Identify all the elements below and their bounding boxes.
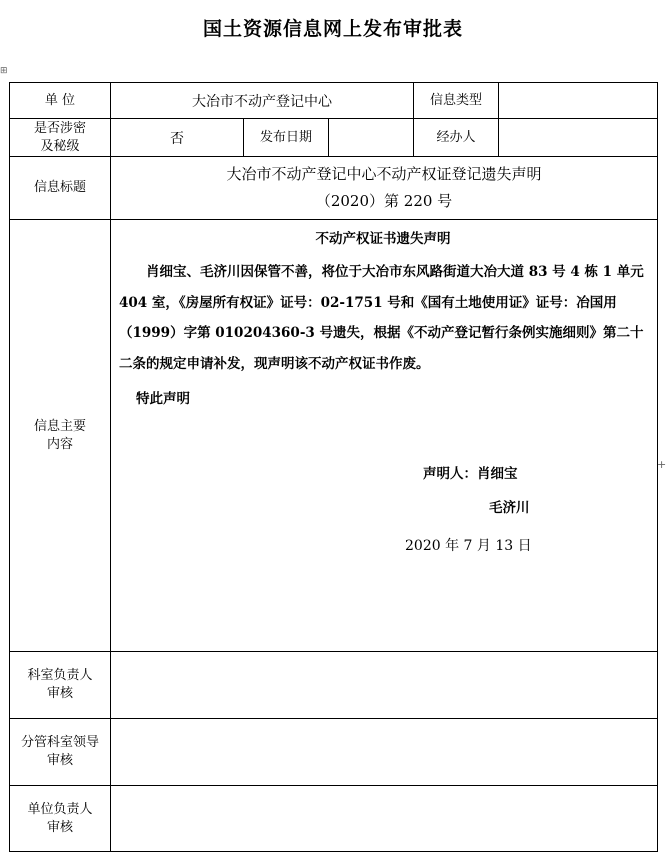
info-title-line2: （2020）第 220 号 bbox=[315, 192, 453, 210]
secret-label bbox=[10, 119, 111, 157]
info-type-value[interactable] bbox=[499, 83, 658, 119]
secret-label-line2: 及秘级 bbox=[40, 138, 80, 154]
publish-date-value[interactable] bbox=[329, 119, 414, 157]
approval-form-table bbox=[9, 82, 658, 852]
page-title: 国土资源信息网上发布审批表 bbox=[202, 18, 463, 40]
content-declarant: 声明人：肖细宝 bbox=[423, 466, 518, 482]
unit-head-label-line1: 单位负责人 bbox=[27, 801, 93, 817]
content-body: 肖细宝、毛济川因保管不善，将位于大冶市东风路街道大冶大道 83 号 4 栋 1 单元 404 室，《房屋所有权证》证号：02-1751 号和《国有土地使用证》证号：冶国用（1999）字第 010204360-3 号遗失，根据《不动产登记暂行条例实施细则》第二十二条的规定申请补发，现声明该不动产权证书作废。 bbox=[119, 264, 644, 372]
unit-head-value[interactable] bbox=[111, 786, 658, 852]
row-section-review bbox=[10, 652, 658, 719]
row-content bbox=[10, 220, 658, 652]
info-title-line1: 大冶市不动产登记中心不动产权证登记遗失声明 bbox=[226, 165, 542, 183]
content-special: 特此声明 bbox=[136, 391, 190, 407]
row-unit-head bbox=[10, 786, 658, 852]
content-label-line1: 信息主要 bbox=[33, 418, 86, 434]
unit-head-label bbox=[10, 786, 111, 852]
content-label bbox=[10, 220, 111, 652]
unit-value[interactable]: 大冶市不动产登记中心 bbox=[111, 83, 414, 119]
table-resize-handle-icon[interactable]: + bbox=[657, 458, 666, 471]
row-unit bbox=[10, 83, 658, 119]
handler-value[interactable] bbox=[499, 119, 658, 157]
division-leader-label bbox=[10, 719, 111, 786]
publish-date-label: 发布日期 bbox=[244, 119, 329, 157]
info-title-label: 信息标题 bbox=[10, 157, 111, 220]
section-review-value[interactable] bbox=[111, 652, 658, 719]
division-leader-value[interactable] bbox=[111, 719, 658, 786]
content-declarant2: 毛济川 bbox=[489, 500, 530, 516]
division-leader-label-line2: 审核 bbox=[46, 753, 73, 768]
row-division-leader bbox=[10, 719, 658, 786]
row-secret bbox=[10, 119, 658, 157]
unit-label: 单 位 bbox=[10, 83, 111, 119]
section-review-label-line1: 科室负责人 bbox=[27, 668, 93, 683]
section-review-label-line2: 审核 bbox=[46, 686, 73, 701]
content-date: 2020 年 7 月 13 日 bbox=[405, 538, 532, 554]
table-move-handle-icon[interactable]: ⊞ bbox=[0, 66, 8, 76]
division-leader-label-line1: 分管科室领导 bbox=[20, 735, 99, 750]
content-heading: 不动产权证书遗失声明 bbox=[315, 231, 451, 247]
secret-value[interactable]: 否 bbox=[111, 119, 244, 157]
handler-label: 经办人 bbox=[414, 119, 499, 157]
unit-head-label-line2: 审核 bbox=[46, 819, 73, 835]
info-type-label: 信息类型 bbox=[414, 83, 499, 119]
content-label-line2: 内容 bbox=[46, 436, 73, 452]
info-title-value[interactable] bbox=[111, 157, 658, 220]
secret-label-line1: 是否涉密 bbox=[33, 120, 86, 136]
section-review-label bbox=[10, 652, 111, 719]
content-value[interactable] bbox=[111, 220, 658, 652]
row-info-title bbox=[10, 157, 658, 220]
